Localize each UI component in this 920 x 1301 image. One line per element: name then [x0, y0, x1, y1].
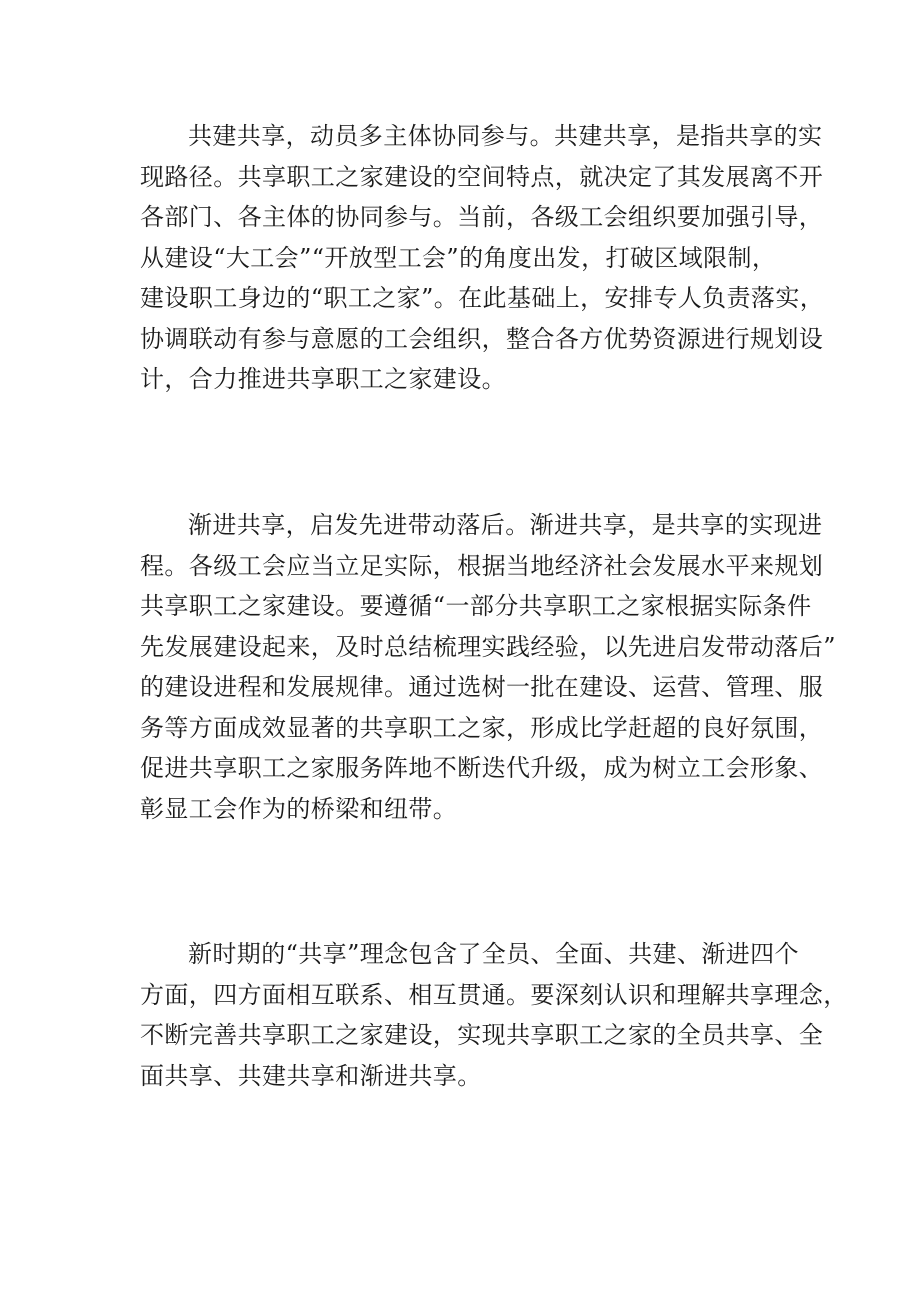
text-line: 共享职工之家建设。要遵循“一部分共享职工之家根据实际条件 [140, 592, 812, 620]
text-line: 共建共享，动员多主体协同参与。共建共享，是指共享的实 [188, 122, 823, 150]
text-line: 面共享、共建共享和渐进共享。 [140, 1061, 482, 1090]
text-line: 建设职工身边的“职工之家”。在此基础上，安排专人负责落实， [140, 284, 825, 312]
text-line: 各部门、各主体的协同参与。当前，各级工会组织要加强引导， [140, 203, 824, 231]
text-line: 新时期的“共享”理念包含了全员、全面、共建、渐进四个 [188, 940, 799, 968]
text-line: 方面，四方面相互联系、相互贯通。要深刻认识和理解共享理念， [140, 980, 848, 1009]
text-line: 协调联动有参与意愿的工会组织，整合各方优势资源进行规划设 [140, 324, 824, 353]
text-line: 不断完善共享职工之家建设，实现共享职工之家的全员共享、全 [140, 1021, 824, 1049]
text-line: 计，合力推进共享职工之家建设。 [140, 365, 506, 393]
text-line: 促进共享职工之家服务阵地不断迭代升级，成为树立工会形象、 [140, 754, 824, 782]
text-line: 渐进共享，启发先进带动落后。渐进共享，是共享的实现进 [188, 511, 823, 539]
text-line: 程。各级工会应当立足实际，根据当地经济社会发展水平来规划 [140, 551, 824, 580]
paragraph-co-construction-sharing [140, 116, 825, 400]
text-line: 从建设“大工会”“开放型工会”的角度出发，打破区域限制， [140, 243, 777, 272]
paragraph-gradual-sharing [140, 505, 836, 829]
text-line: 现路径。共享职工之家建设的空间特点，就决定了其发展离不开 [140, 162, 824, 191]
text-line: 彰显工会作为的桥梁和纽带。 [140, 794, 458, 823]
text-line: 务等方面成效显著的共享职工之家，形成比学赶超的良好氛围， [140, 713, 824, 742]
paragraph-sharing-concept-summary [140, 934, 848, 1096]
text-line: 的建设进程和发展规律。通过选树一批在建设、运营、管理、服 [140, 673, 824, 701]
text-line: 先发展建设起来，及时总结梳理实践经验，以先进启发带动落后” [140, 632, 836, 661]
